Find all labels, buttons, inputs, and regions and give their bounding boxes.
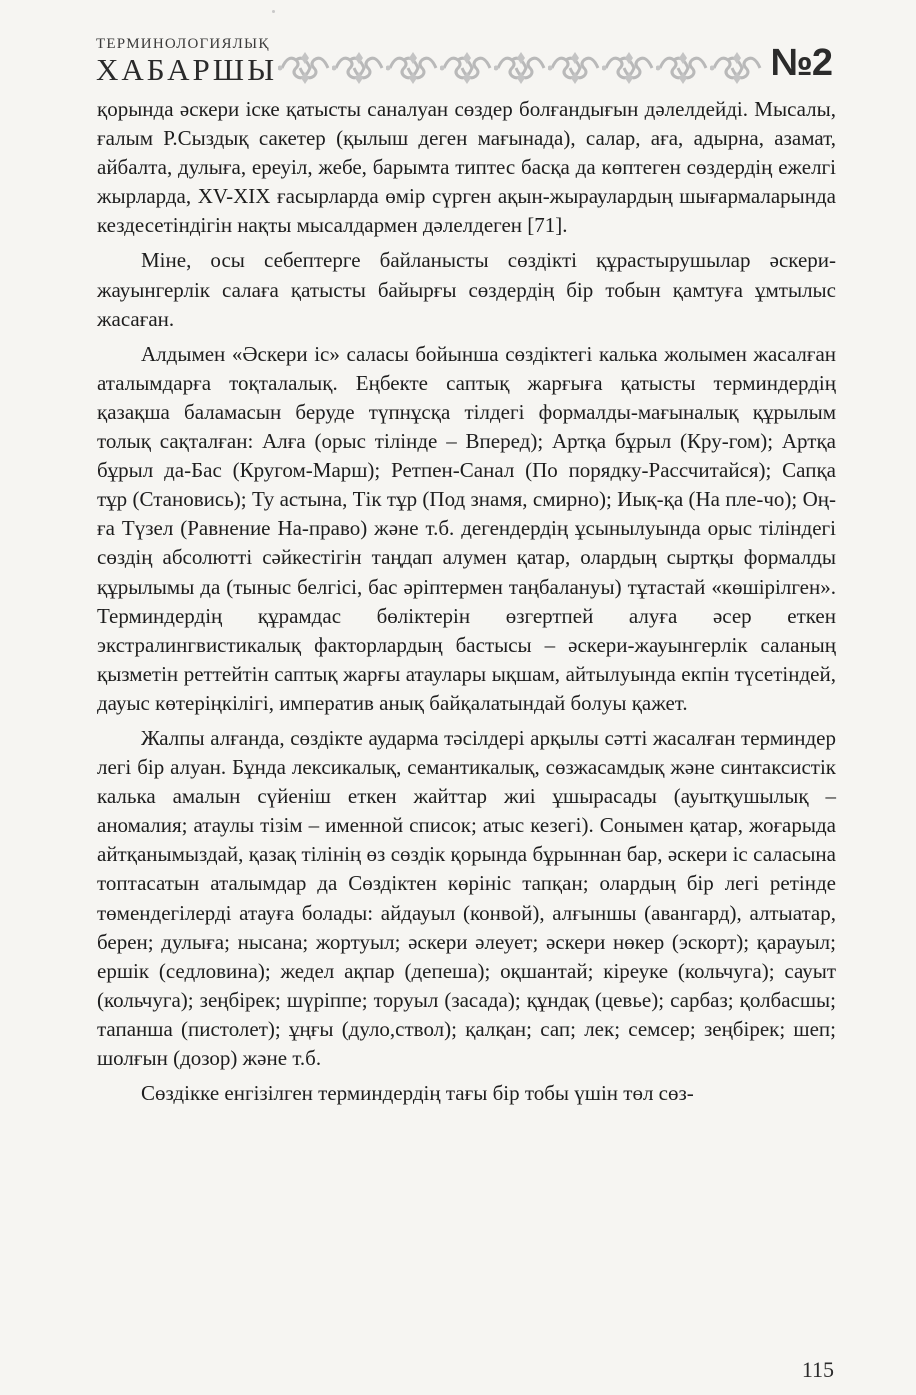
journal-name-top: ТЕРМИНОЛОГИЯЛЫҚ (96, 36, 270, 52)
page-number: 115 (801, 1357, 834, 1382)
paragraph: Алдымен «Әскери іс» саласы бойынша сөздіктегі калька жолымен жасалған аталымдарға тоқталалық. Еңбекте саптық жарғыға қатысты терминдердің қазақша баламасын беруде түпнұсқа тілдегі формалды-мағыналық құрылым толық сақталған: Алға (орыс тілінде – Вперед); Артқа бұрыл (Кру-гом); Артқа бұрыл да-Бас (Кругом-Марш); Ретпен-Санал (По порядку-Рассчитайся); Сапқа тұр (Становись); Ту астына, Тік тұр (Под знамя, смирно); Иық-қа (На пле-чо); Оң-ға Түзел (Равнение На-право) және т.б. дегендердің ұсынылуында орыс тіліндегі сөздің абсолютті сәйкестігін таңдап алумен қатар, олардың сыртқы формалды құрылымы да (тыныс белгісі, бас әріптермен таңбалануы) тұтастай «көшірілген». Терминдердің құрамдас бөліктерін өзгертпей алуға әсер еткен экстралингвистикалық факторлардың бастысы – әскери-жауынгерлік саланың қызметін реттейтін саптық жарғы атаулары ықшам, айтылуында екпін түсетіндей, дауыс көтеріңкілігі, императив анық байқалатындай болуы қажет. (97, 341, 836, 715)
kazakh-ornament-band-icon (278, 50, 764, 86)
paragraph: Сөздікке енгізілген терминдердің тағы бір тобы үшін төл сөз- (141, 1081, 694, 1106)
paragraph: қорында әскери іске қатысты саналуан сөздер болғандығын дәлелдейді. Мысалы, ғалым Р.Сыздық сакетер (қылыш деген мағынада), салар, аға, адырна, азамат, айбалта, дулыға, ереуіл, жебе, барымта типтес басқа да көптеген сөздердің ежелгі жырларда, XV-XIX ғасырларда өмір сүрген ақын-жыраулардың шығармаларында кездесетіндігін нақты мысалдармен дәлелдеген [71]. (97, 97, 836, 238)
issue-number: №2 (770, 42, 832, 84)
journal-name-main: ХАБАРШЫ (96, 52, 278, 87)
article-body (97, 95, 836, 1114)
paragraph: Міне, осы себептерге байланысты сөздікті құрастырушылар әскери-жауынгерлік салаға қатысты байырғы сөздердің бір тобын қамтуға ұмтылыс жасаған. (97, 248, 836, 331)
paragraph: Жалпы алғанда, сөздікте аударма тәсілдері арқылы сәтті жасалған терминдер легі бір алуан. Бұнда лексикалық, семантикалық, сөзжасамдық және синтаксистік калька амалын сүйеніш еткен жайттар жиі ұшырасады (ауытқушылық – аномалия; атаулы тізім – именной список; атыс кезегі). Сонымен қатар, жоғарыда айтқанымыздай, қазақ тілінің өз сөздік қорында бұрыннан бар, әскери іс саласына топтасатын аталымдар да Сөздіктен көрініс тапқан; олардың бір легі ретінде төмендегілерді атауға болады: айдауыл (конвой), алғыншы (авангард), алтыатар, берен; дулыға; нысана; жортуыл; әскери әлеует; әскери нөкер (эскорт); қарауыл; ершік (седловина); жедел ақпар (депеша); оқшантай; кіреуке (кольчуга); сауыт (кольчуга); зеңбірек; шүріппе; торуыл (засада); құндақ (цевье); сарбаз; қолбасшы; тапанша (пистолет); ұңғы (дуло,ствол); қалқан; сап; лек; семсер; зеңбірек; шеп; шолғын (дозор) және т.б. (97, 725, 836, 1070)
running-header (96, 34, 836, 92)
scan-speck (272, 10, 275, 13)
